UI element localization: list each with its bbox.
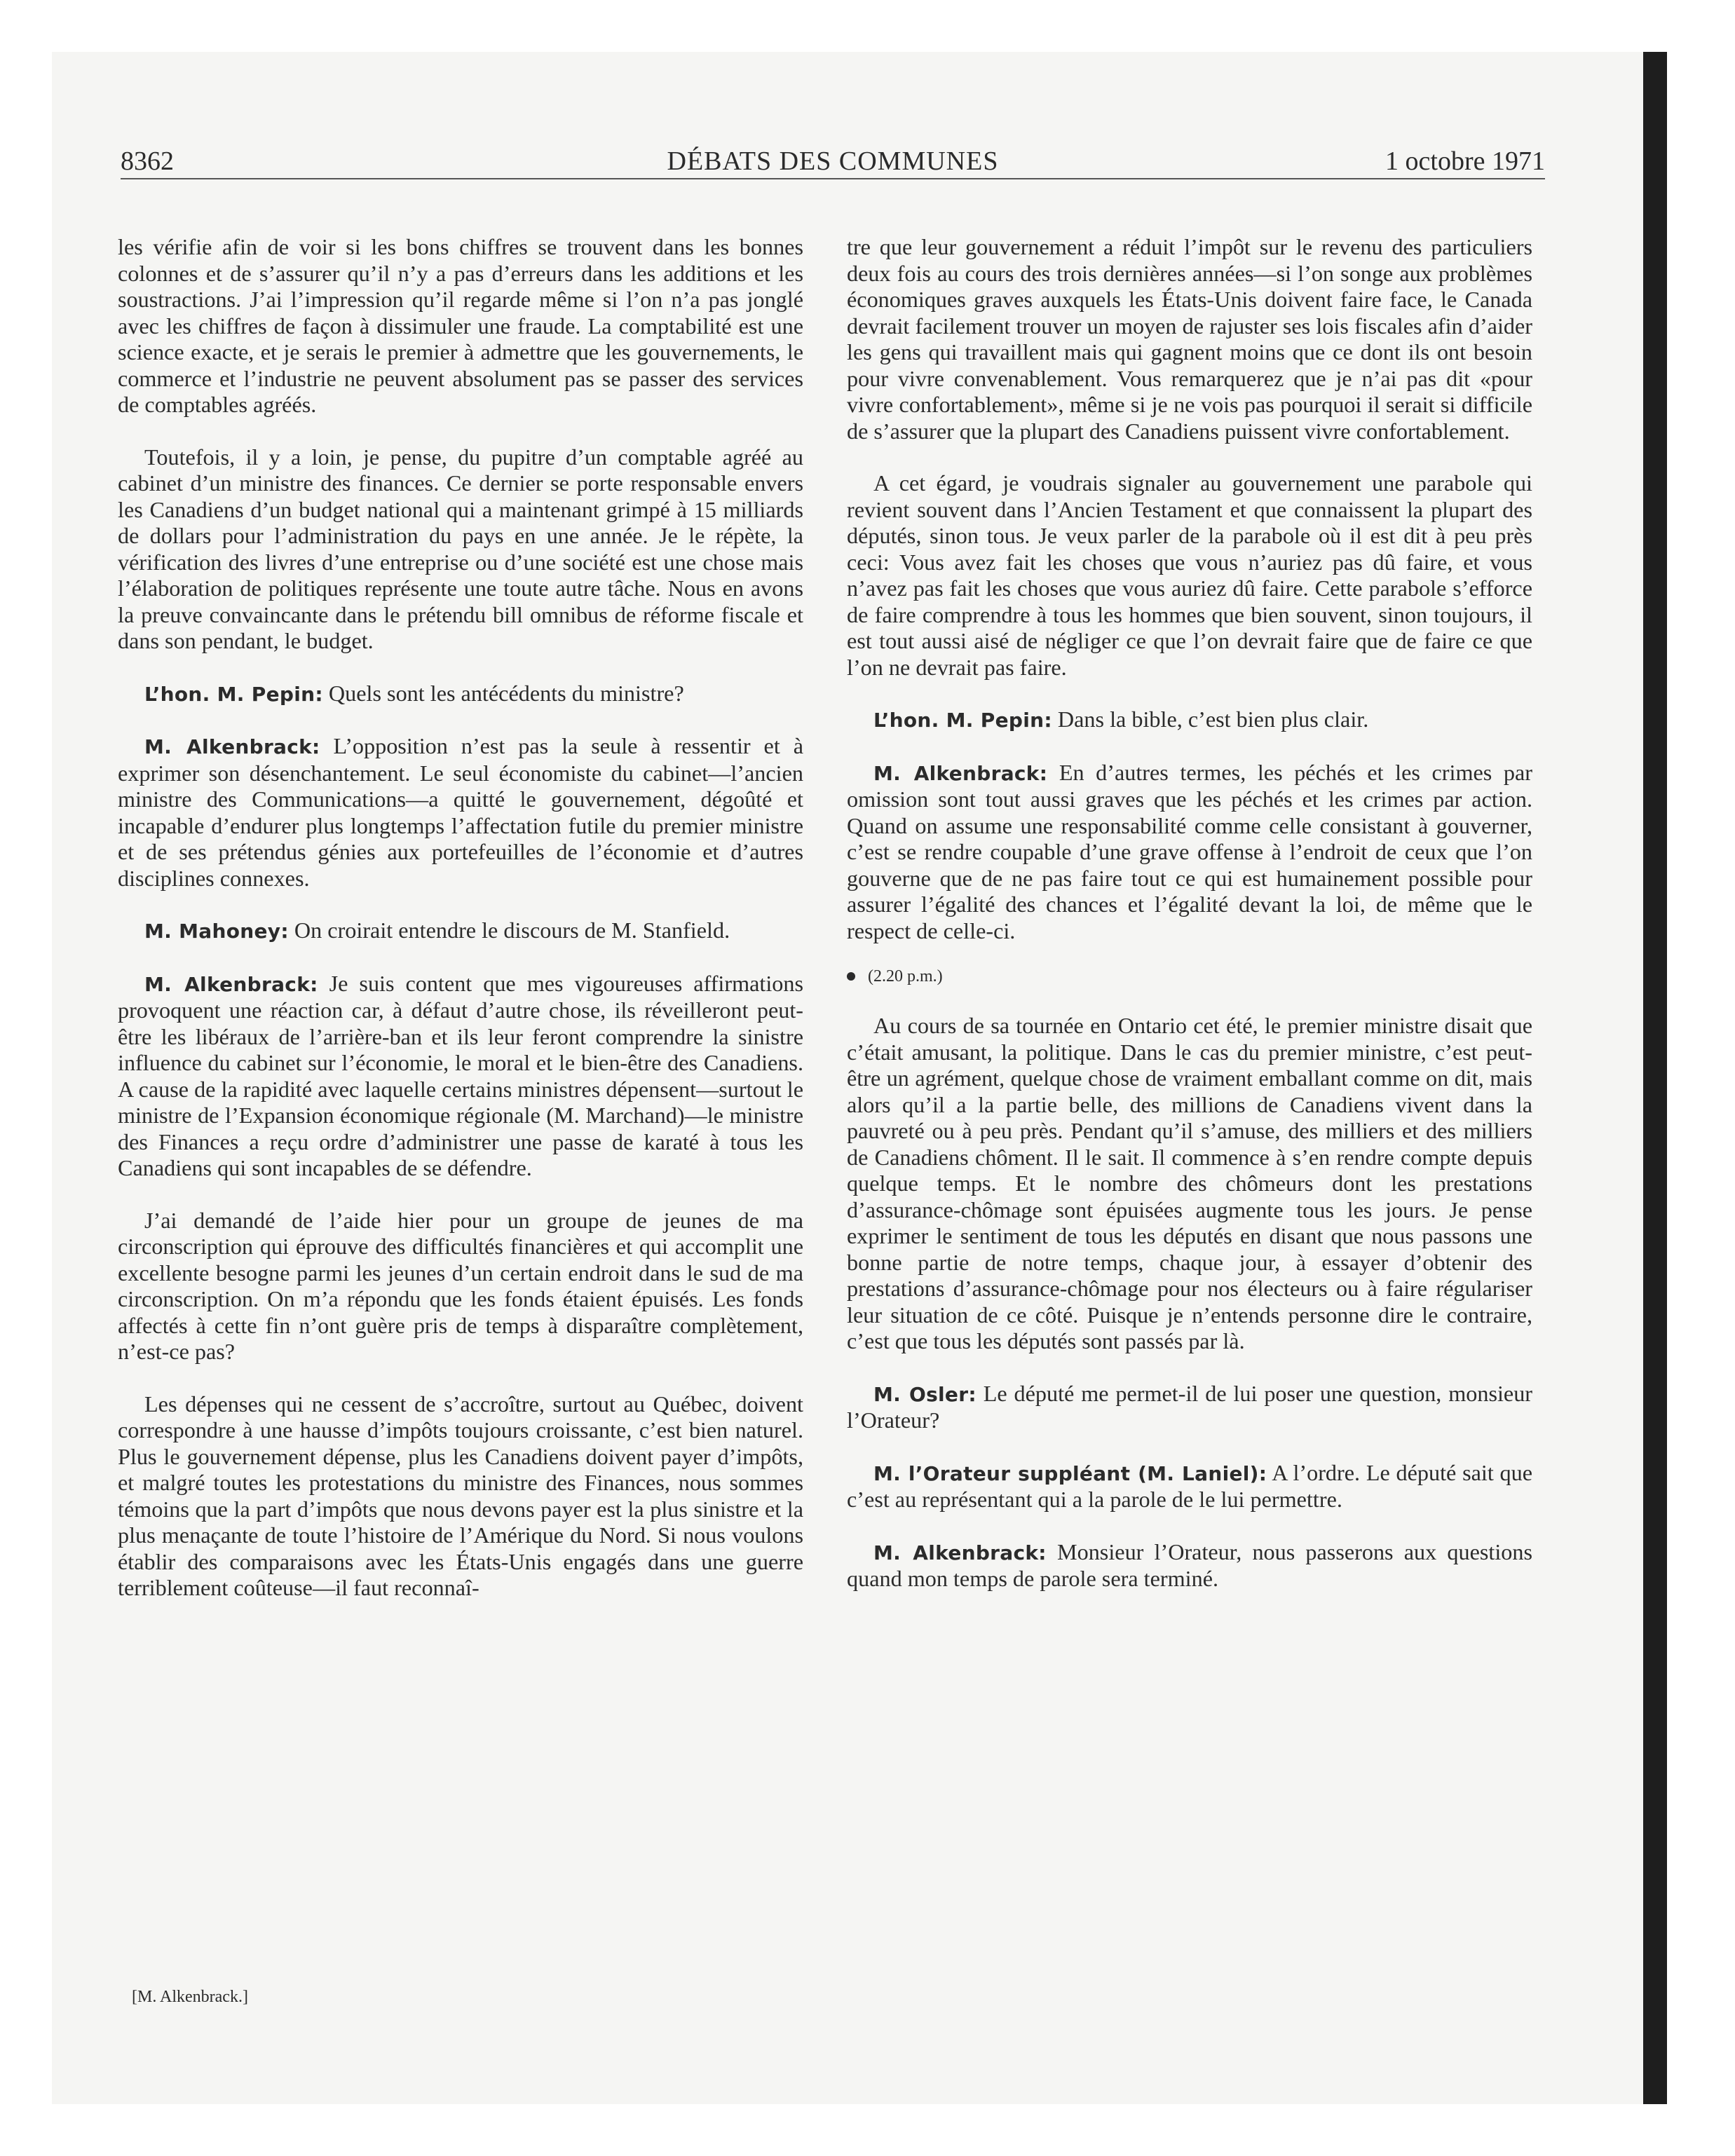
- speaker-name: L’hon. M. Pepin:: [873, 709, 1052, 732]
- speech-paragraph: [847, 1539, 1532, 1592]
- paragraph: tre que leur gouvernement a réduit l’impôt sur le revenu des particuliers deux fois au cours des trois dernières années—si l’on songe aux problèmes économiques graves auxquels les États-Unis doivent faire face, le Canada devrait facilement trouver un moyen de rajuster ses lois fiscales afin d’aider les gens qui travaillent mais qui gagnent moins que ce dont ils ont besoin pour vivre convenablement. Vous remarquerez que je n’ai pas dit «pour vivre confortablement», même si je ne vois pas pourquoi il serait si difficile de s’assurer que la plupart des Canadiens puissent vivre confortablement.: [847, 234, 1532, 444]
- page-header: [121, 137, 1545, 179]
- paragraph: J’ai demandé de l’aide hier pour un groupe de jeunes de ma circonscription qui éprouve des difficultés financières et qui accomplit une excellente besogne parmi les jeunes d’un certain endroit dans le sud de ma circonscription. On m’a répondu que les fonds étaient épuisés. Les fonds affectés à cette fin n’ont guère pris de temps à disparaître complètement, n’est-ce pas?: [118, 1207, 803, 1364]
- bullet-icon: [847, 972, 855, 981]
- speech-text: L’opposition n’est pas la seule à ressentir et à exprimer son désenchantement. Le seul économiste du cabinet—l’ancien ministre des Communications—a quitté le gouvernement, dégoûté et incapable d’endurer plus longtemps l’affectation futile du premier ministre et de ses prétendus génies aux portefeuilles de l’économie et d’autres disciplines connexes.: [118, 733, 803, 891]
- page-number: 8362: [121, 146, 174, 176]
- speaker-name: M. Mahoney:: [144, 920, 289, 943]
- speech-paragraph: [118, 971, 803, 1182]
- speaker-name: L’hon. M. Pepin:: [144, 682, 323, 706]
- speaker-name: M. Alkenbrack:: [873, 761, 1048, 785]
- speaker-name: M. Alkenbrack:: [144, 735, 320, 758]
- publication-title: DÉBATS DES COMMUNES: [667, 146, 999, 176]
- speech-text: A l’ordre. Le député sait que c’est au représentant qui a la parole de le lui permettre.: [847, 1459, 1532, 1512]
- paragraph: A cet égard, je voudrais signaler au gouvernement une parabole qui revient souvent dans l’Ancien Testament et que connaissent la plupart des députés, sinon tous. Je veux parler de la parabole où il est dit à peu près ceci: Vous avez fait les choses que vous n’auriez pas dû faire, et vous n’avez pas fait les choses que vous auriez dû faire. Cette parabole s’efforce de faire comprendre à tous les hommes que bien souvent, sinon toujours, il est tout aussi aisé de négliger ce que l’on devrait faire que de faire ce que l’on ne devrait pas faire.: [847, 470, 1532, 680]
- scan-edge-shadow: [1643, 52, 1667, 2104]
- speech-text: En d’autres termes, les péchés et les crimes par omission sont tout aussi graves que les péchés et les crimes par action. Quand on assume une responsabilité comme celle consistant à gouverner, c’est se rendre coupable d’une grave offense à l’endroit de ceux que l’on gouverne que de ne pas faire tout ce qui est humainement possible pour assurer l’égalité des chances et l’égalité devant la loi, de même que le respect de celle-ci.: [847, 759, 1532, 943]
- speech-paragraph: [118, 733, 803, 892]
- speaker-name: M. Alkenbrack:: [144, 972, 318, 996]
- time-text: (2.20 p.m.): [868, 967, 943, 985]
- right-column: [847, 234, 1532, 1618]
- speech-paragraph: [847, 1460, 1532, 1513]
- speech-text: Quels sont les antécédents du ministre?: [328, 680, 684, 706]
- speaker-name: M. l’Orateur suppléant (M. Laniel):: [873, 1461, 1267, 1485]
- speech-paragraph: [847, 1381, 1532, 1434]
- time-marker: [847, 966, 1532, 987]
- left-column: [118, 234, 803, 1628]
- speech-paragraph: [847, 760, 1532, 945]
- speech-text: Dans la bible, c’est bien plus clair.: [1057, 707, 1369, 732]
- speech-text: Je suis content que mes vigoureuses affirmations provoquent une réaction car, à défaut d’autre chose, ils réveilleront peut-être les libéraux de l’arrière-ban et ils leur feront comprendre la sinistre influence du cabinet sur l’économie, le moral et le bien-être des Canadiens. A cause de la rapidité avec laquelle certains ministres dépensent—surtout le ministre de l’Expansion économique régionale (M. Marchand)—le ministre des Finances a reçu ordre d’administrer une passe de karaté à tous les Canadiens qui sont incapables de se défendre.: [118, 970, 804, 1180]
- speech-paragraph: [847, 707, 1532, 734]
- speech-text: Le député me permet-il de lui poser une question, monsieur l’Orateur?: [847, 1380, 1533, 1433]
- paragraph: Toutefois, il y a loin, je pense, du pupitre d’un comptable agréé au cabinet d’un ministre des finances. Ce dernier se porte responsable envers les Canadiens d’un budget national qui a maintenant grimpé à 15 milliards de dollars pour l’administration du pays en une année. Je le répète, la vérification des livres d’une entreprise ou d’une société est une chose mais l’élaboration de politiques représente une toute autre tâche. Nous en avons la preuve convaincante dans le prétendu bill omnibus de réforme fiscale et dans son pendant, le budget.: [118, 444, 803, 653]
- paragraph: Les dépenses qui ne cessent de s’accroître, surtout au Québec, doivent correspondre à une hausse d’impôts toujours croissante, c’est bien naturel. Plus le gouvernement dépense, plus les Canadiens doivent payer d’impôts, et malgré toutes les protestations du ministre des Finances, nous sommes témoins que la part d’impôts que nous devons payer est la plus sinistre et la plus menaçante de toute l’histoire de l’Amérique du Nord. Si nous voulons établir des comparaisons avec les États-Unis engagés dans une guerre terriblement coûteuse—il faut reconnaî-: [118, 1391, 803, 1600]
- paragraph: les vérifie afin de voir si les bons chiffres se trouvent dans les bonnes colonnes et de s’assurer qu’il n’y a pas d’erreurs dans les additions et les soustractions. J’ai l’impression qu’il regarde même si l’on n’a pas jonglé avec les chiffres de façon à dissimuler une fraude. La comptabilité est une science exacte, et je serais le premier à admettre que les gouvernements, le commerce et l’industrie ne peuvent absolument pas se passer des services de comptables agréés.: [118, 234, 803, 417]
- paragraph: Au cours de sa tournée en Ontario cet été, le premier ministre disait que c’était amusant, la politique. Dans le cas du premier ministre, c’est peut-être un agrément, quelque chose de vraiment emballant comme on dit, mais alors qu’il a la partie belle, des millions de Canadiens vivent dans la pauvreté ou à peu près. Pendant qu’il s’amuse, des milliers et des milliers de Canadiens chôment. Il le sait. Il commence à s’en rendre compte depuis quelque temps. Et le nombre des chômeurs dont les prestations d’assurance-chômage sont épuisées augmente tous les jours. Je pense exprimer le sentiment de tous les députés en disant que nous passons une bonne partie de notre temps, chaque jour, à essayer d’obtenir des prestations d’assurance-chômage pour nos électeurs ou à faire régulariser leur situation de ce côté. Puisque je n’entends personne dire le contraire, c’est que tous les députés sont passés par là.: [847, 1013, 1532, 1353]
- speaker-name: M. Osler:: [873, 1382, 977, 1406]
- speaker-attribution: [M. Alkenbrack.]: [132, 1988, 248, 2006]
- speech-text: Monsieur l’Orateur, nous passerons aux questions quand mon temps de parole sera terminé.: [847, 1538, 1533, 1591]
- speaker-name: M. Alkenbrack:: [873, 1541, 1047, 1564]
- speech-paragraph: [118, 681, 803, 708]
- speech-paragraph: [118, 917, 803, 945]
- speech-text: On croirait entendre le discours de M. Stanfield.: [294, 917, 730, 943]
- publication-date: 1 octobre 1971: [1385, 146, 1545, 176]
